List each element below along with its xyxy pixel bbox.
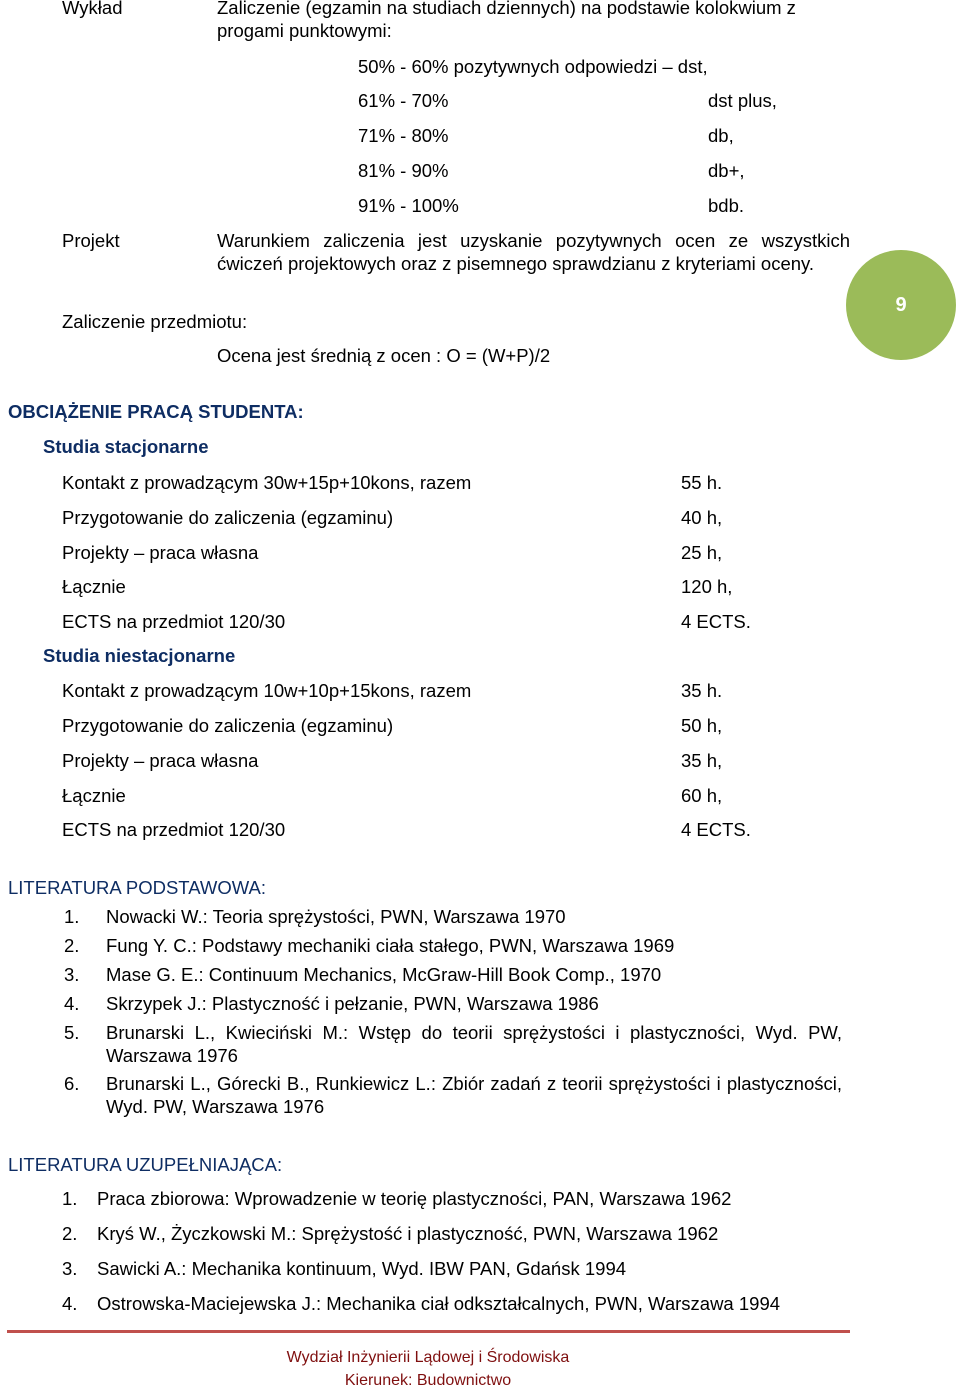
grade-row-2-grade: dst plus,	[708, 90, 777, 111]
lit-item: Skrzypek J.: Plastyczność i pełzanie, PWN, Warszawa 1986	[106, 993, 599, 1014]
workload-row-label: Przygotowanie do zaliczenia (egzaminu)	[62, 715, 394, 736]
lit-item: Mase G. E.: Continuum Mechanics, McGraw-Hill Book Comp., 1970	[106, 964, 662, 985]
lit-num: 4.	[62, 1293, 78, 1314]
workload-row-label: Projekty – praca własna	[62, 750, 259, 771]
workload-row-label: Projekty – praca własna	[62, 542, 259, 563]
lit-num: 6.	[64, 1073, 80, 1094]
page-number-badge: 9	[846, 250, 956, 360]
lit-item: Brunarski L., Kwieciński M.: Wstęp do teorii sprężystości i plastyczności, Wyd. PW, Warszawa 1976	[106, 1022, 842, 1066]
lit-item: Fung Y. C.: Podstawy mechaniki ciała stałego, PWN, Warszawa 1969	[106, 935, 675, 956]
grade-row-3-grade: db,	[708, 125, 734, 146]
zaliczenie-label: Zaliczenie przedmiotu:	[62, 311, 248, 332]
workload-row-value: 4 ECTS.	[681, 819, 751, 840]
workload-row-label: Przygotowanie do zaliczenia (egzaminu)	[62, 507, 394, 528]
literatura-podstawowa-heading: LITERATURA PODSTAWOWA:	[8, 877, 266, 898]
projekt-label: Projekt	[62, 230, 120, 251]
footer-faculty: Wydział Inżynierii Lądowej i Środowiska	[286, 1349, 570, 1366]
lit-num: 5.	[64, 1022, 80, 1043]
grade-row-4-range: 81% - 90%	[358, 160, 449, 181]
lit-num: 2.	[64, 935, 80, 956]
workload-row-label: Łącznie	[62, 576, 126, 597]
lit-num: 3.	[64, 964, 80, 985]
workload-heading: OBCIĄŻENIE PRACĄ STUDENTA:	[8, 401, 304, 422]
studia-stacjonarne-heading: Studia stacjonarne	[43, 436, 209, 457]
lit-num: 2.	[62, 1223, 78, 1244]
wyklad-text: Zaliczenie (egzamin na studiach dziennych) na podstawie kolokwium z progami punktowymi:	[217, 0, 796, 41]
grade-row-5-range: 91% - 100%	[358, 195, 459, 216]
studia-niestacjonarne-heading: Studia niestacjonarne	[43, 645, 236, 666]
workload-row-label: Kontakt z prowadzącym 30w+15p+10kons, razem	[62, 472, 472, 493]
lit-item: Brunarski L., Górecki B., Runkiewicz L.: Zbiór zadań z teorii sprężystości i plastyczności, Wyd. PW, Warszawa 1976	[106, 1073, 842, 1117]
grade-row-5-grade: bdb.	[708, 195, 745, 216]
lit-num: 1.	[62, 1188, 78, 1209]
workload-row-value: 120 h,	[681, 576, 733, 597]
lit-item: Ostrowska-Maciejewska J.: Mechanika ciał odkształcalnych, PWN, Warszawa 1994	[97, 1293, 781, 1314]
workload-row-value: 4 ECTS.	[681, 611, 751, 632]
lit-item: Kryś W., Życzkowski M.: Sprężystość i plastyczność, PWN, Warszawa 1962	[97, 1223, 719, 1244]
workload-row-value: 60 h,	[681, 785, 723, 806]
footer-field-of-study: Kierunek: Budownictwo	[344, 1372, 512, 1389]
workload-row-value: 40 h,	[681, 507, 723, 528]
workload-row-value: 25 h,	[681, 542, 723, 563]
wyklad-label: Wykład	[62, 0, 123, 18]
grade-row-2-range: 61% - 70%	[358, 90, 449, 111]
projekt-text: Warunkiem zaliczenia jest uzyskanie pozytywnych ocen ze wszystkich ćwiczeń projektowych oraz z pisemnego sprawdzianu z kryteriami oceny.	[217, 230, 850, 274]
grade-row-4-grade: db+,	[708, 160, 745, 181]
lit-num: 3.	[62, 1258, 78, 1279]
workload-row-value: 35 h,	[681, 750, 723, 771]
workload-row-label: Kontakt z prowadzącym 10w+10p+15kons, razem	[62, 680, 472, 701]
workload-row-value: 55 h.	[681, 472, 723, 493]
workload-row-label: ECTS na przedmiot 120/30	[62, 819, 286, 840]
workload-row-label: Łącznie	[62, 785, 126, 806]
lit-item: Nowacki W.: Teoria sprężystości, PWN, Warszawa 1970	[106, 906, 566, 927]
workload-row-value: 50 h,	[681, 715, 723, 736]
lit-item: Praca zbiorowa: Wprowadzenie w teorię plastyczności, PAN, Warszawa 1962	[97, 1188, 732, 1209]
workload-row-value: 35 h.	[681, 680, 723, 701]
grade-row-1: 50% - 60% pozytywnych odpowiedzi – dst,	[358, 56, 708, 77]
footer-divider	[7, 1330, 850, 1333]
lit-item: Sawicki A.: Mechanika kontinuum, Wyd. IBW PAN, Gdańsk 1994	[97, 1258, 627, 1279]
lit-num: 1.	[64, 906, 80, 927]
grade-row-3-range: 71% - 80%	[358, 125, 449, 146]
lit-num: 4.	[64, 993, 80, 1014]
literatura-uzupelniajaca-heading: LITERATURA UZUPEŁNIAJĄCA:	[8, 1154, 283, 1175]
zaliczenie-text: Ocena jest średnią z ocen : O = (W+P)/2	[217, 345, 551, 366]
workload-row-label: ECTS na przedmiot 120/30	[62, 611, 286, 632]
